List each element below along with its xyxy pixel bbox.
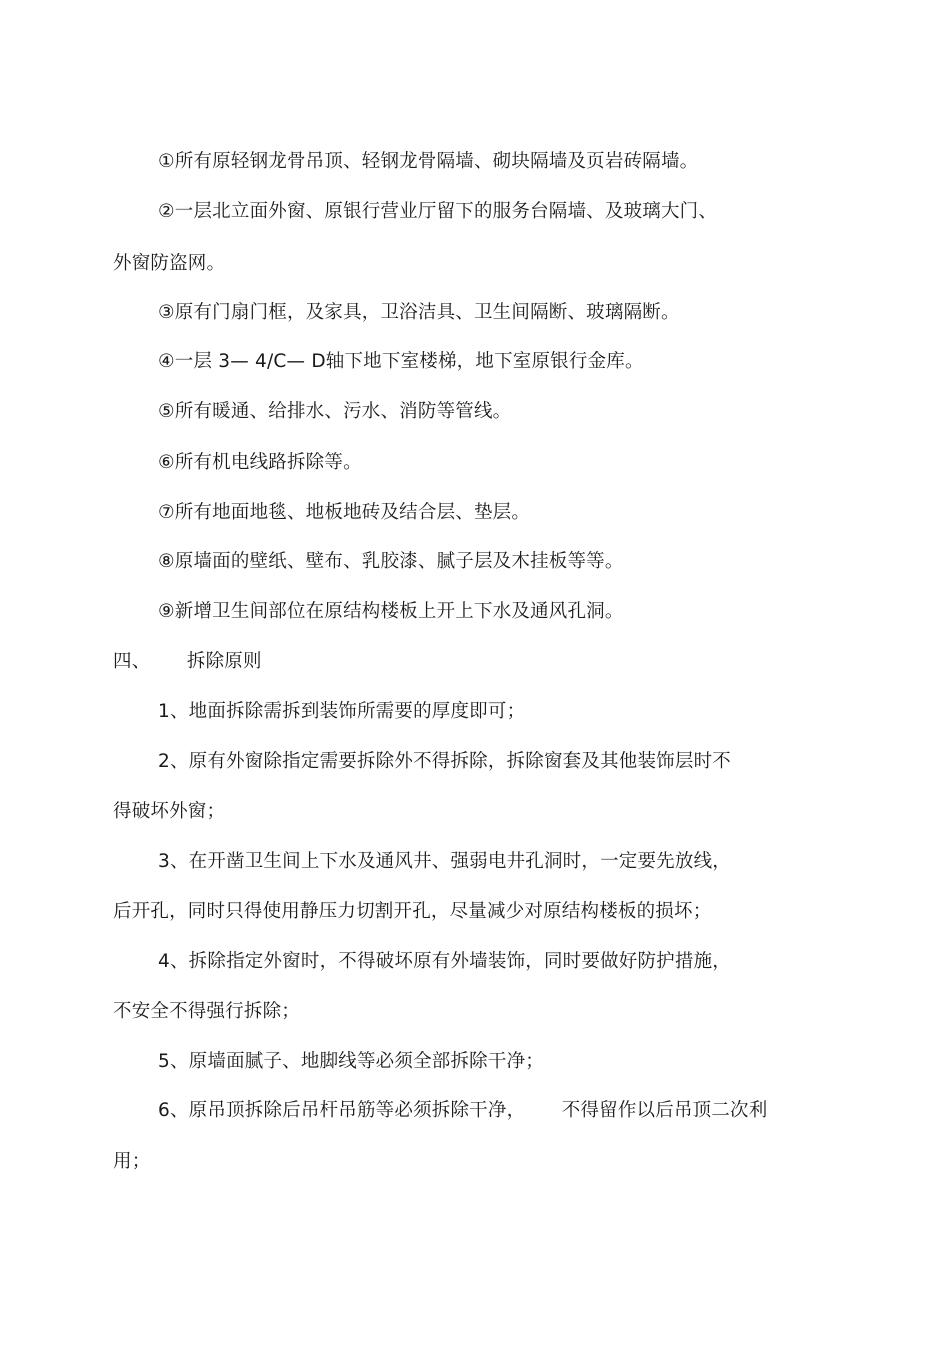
list-item-6: ⑥所有机电线路拆除等。: [158, 452, 362, 473]
list-item-5: ⑤所有暖通、给排水、污水、消防等管线。: [158, 401, 512, 422]
principle-3-cont: 后开孔，同时只得使用静压力切割开孔，尽量减少对原结构楼板的损坏；: [113, 901, 712, 922]
list-item-2: ②一层北立面外窗、原银行营业厅留下的服务台隔墙、及玻璃大门、: [158, 201, 718, 222]
list-item-7: ⑦所有地面地毯、地板地砖及结合层、垫层。: [158, 502, 531, 523]
list-item-3: ③原有门扇门框，及家具，卫浴洁具、卫生间隔断、玻璃隔断。: [158, 302, 680, 323]
principle-6-cont: 用；: [113, 1151, 151, 1172]
list-item-1: ①所有原轻钢龙骨吊顶、轻钢龙骨隔墙、砌块隔墙及页岩砖隔墙。: [158, 151, 699, 172]
principle-2: 2、原有外窗除指定需要拆除外不得拆除，拆除窗套及其他装饰层时不: [158, 751, 731, 772]
principle-6: 6、原吊顶拆除后吊杆吊筋等必须拆除干净， 不得留作以后吊顶二次利: [158, 1100, 768, 1121]
section-heading: 四、 拆除原则: [113, 651, 262, 672]
principle-4-cont: 不安全不得强行拆除；: [113, 1001, 301, 1022]
principle-1: 1、地面拆除需拆到装饰所需要的厚度即可；: [158, 701, 526, 722]
list-item-9: ⑨新增卫生间部位在原结构楼板上开上下水及通风孔洞。: [158, 601, 624, 622]
principle-3: 3、在开凿卫生间上下水及通风井、强弱电井孔洞时，一定要先放线，: [158, 851, 731, 872]
list-item-4: ④一层 3— 4/C— D轴下地下室楼梯，地下室原银行金库。: [158, 351, 644, 372]
principle-4: 4、拆除指定外窗时，不得破坏原有外墙装饰，同时要做好防护措施，: [158, 951, 731, 972]
list-item-2-cont: 外窗防盗网。: [113, 253, 226, 274]
list-item-8: ⑧原墙面的壁纸、壁布、乳胶漆、腻子层及木挂板等等。: [158, 551, 624, 572]
principle-5: 5、原墙面腻子、地脚线等必须全部拆除干净；: [158, 1051, 544, 1072]
principle-2-cont: 得破坏外窗；: [113, 801, 226, 822]
